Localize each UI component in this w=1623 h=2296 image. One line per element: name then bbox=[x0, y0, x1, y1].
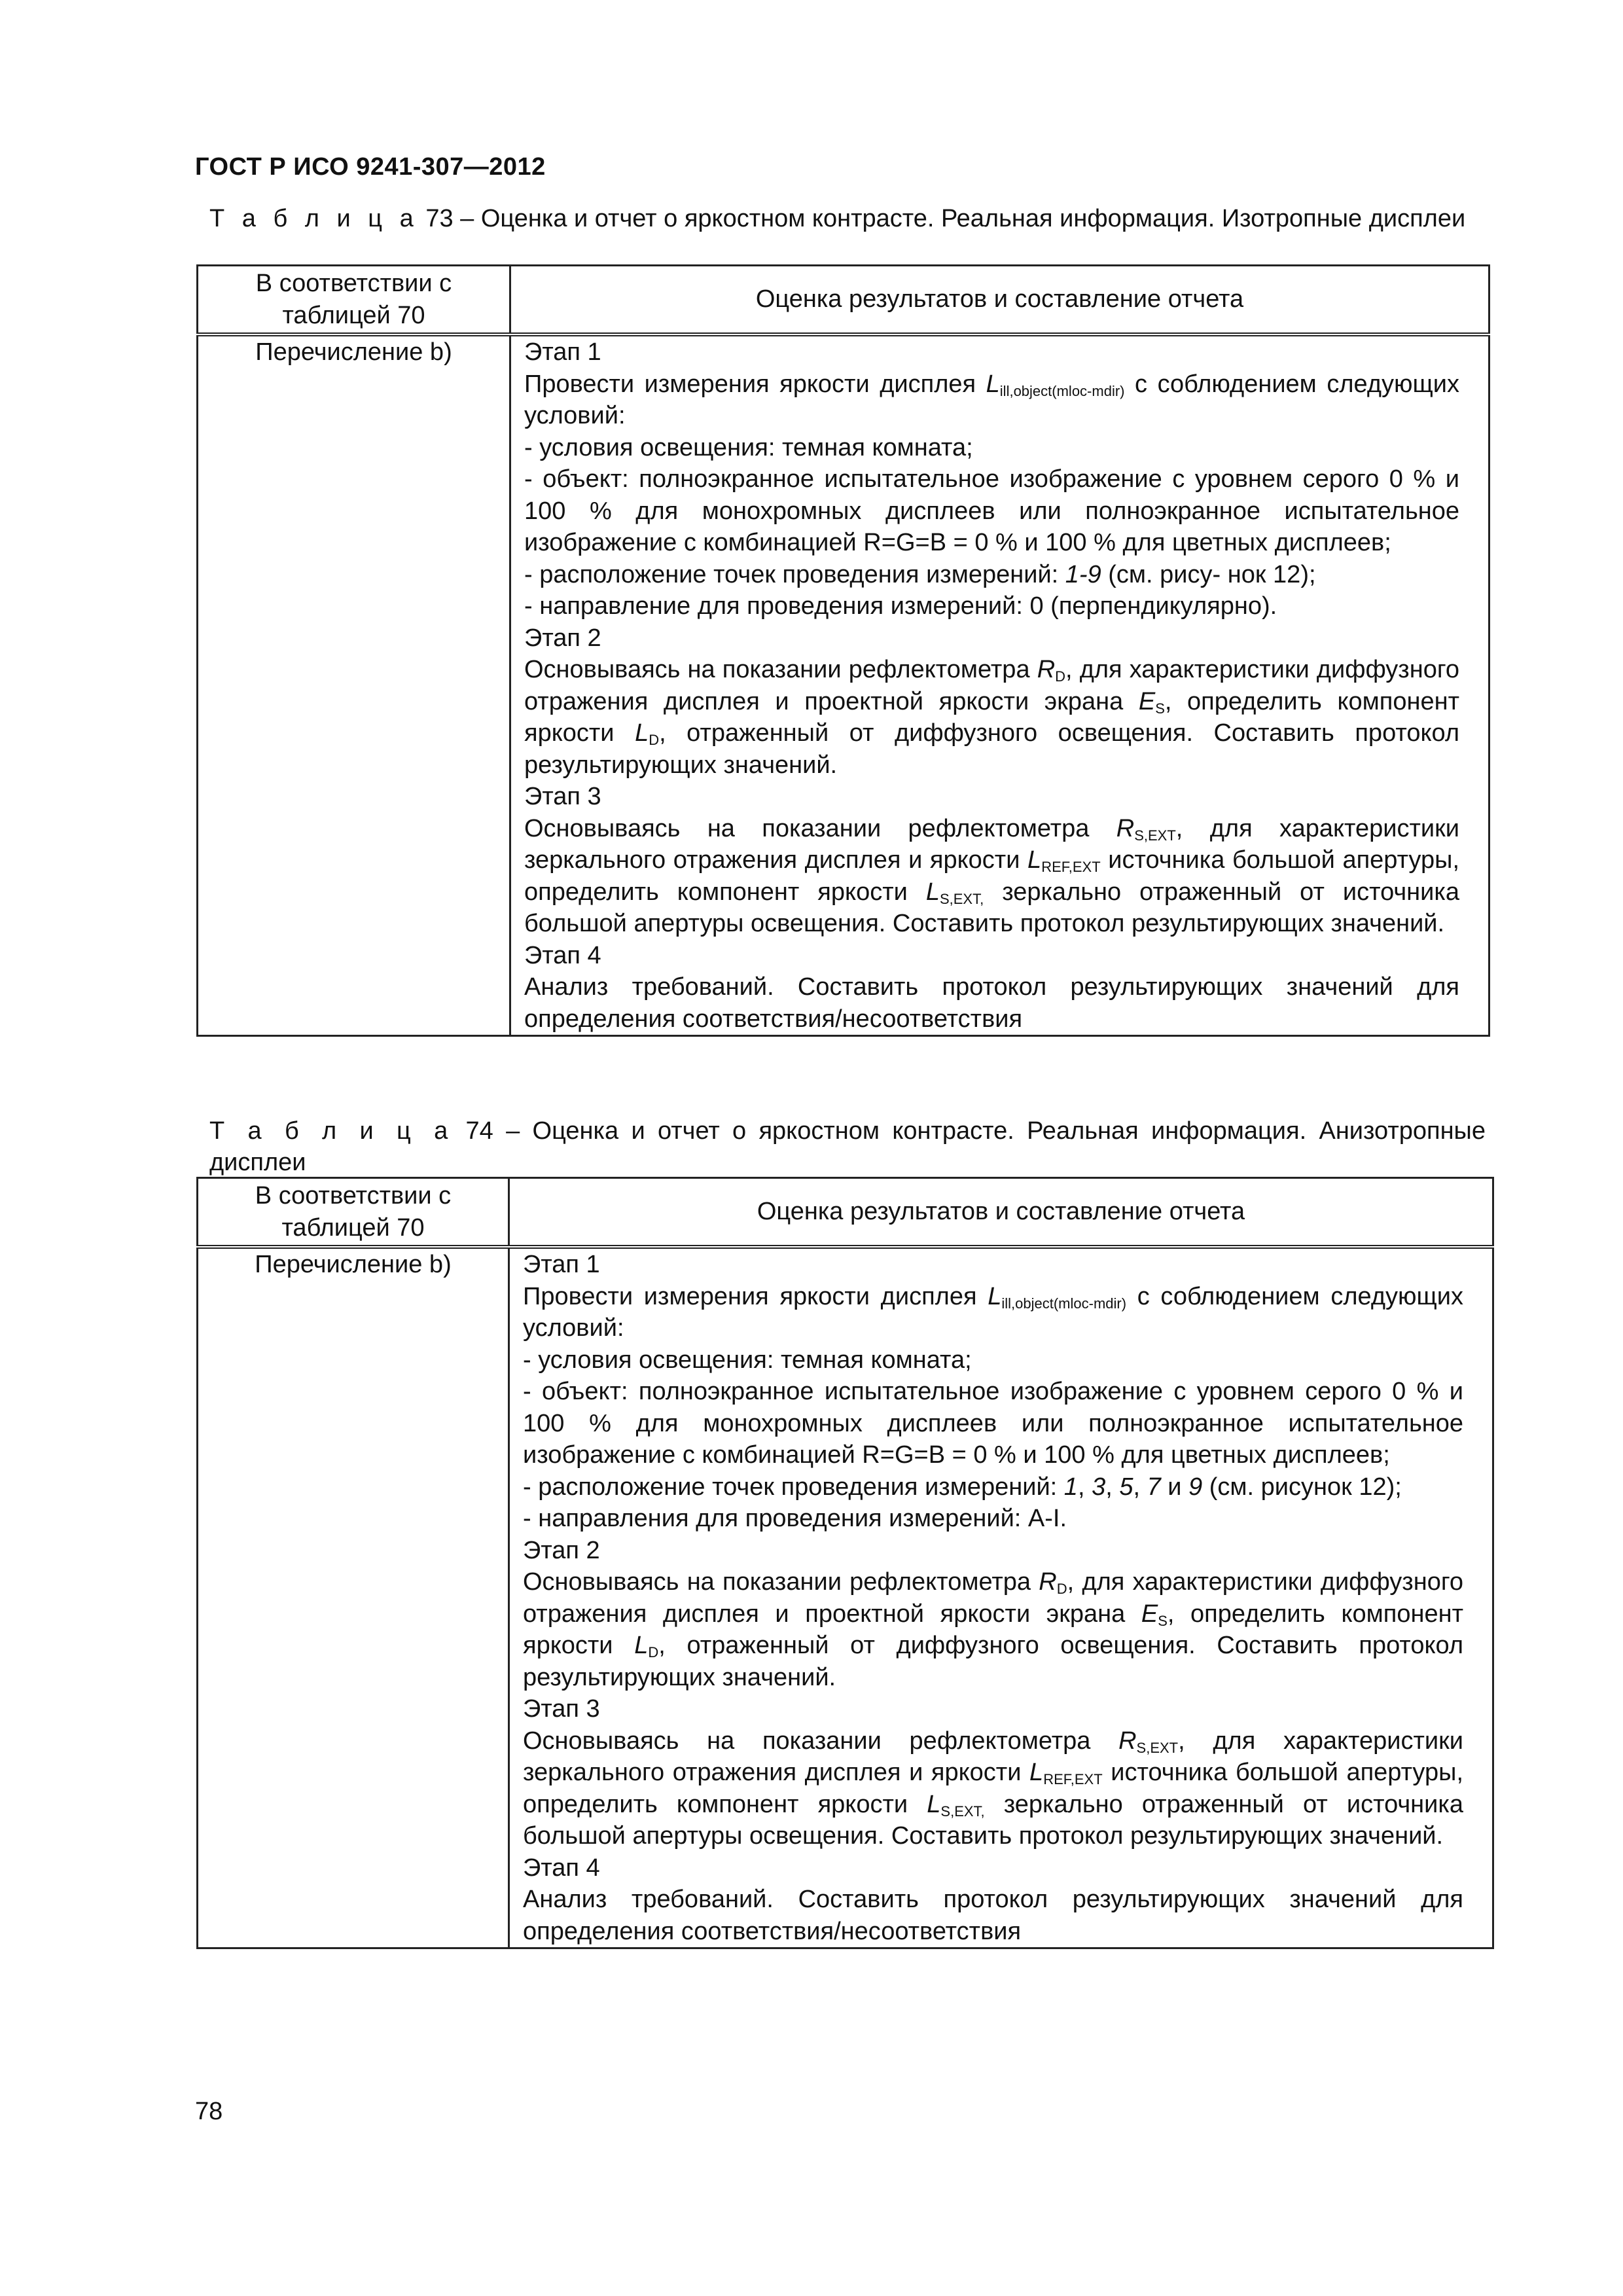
luminance-symbol: L bbox=[927, 1790, 941, 1818]
step-1-bullet-lighting: - условия освещения: темная комната; bbox=[524, 433, 973, 461]
step-1-bullet-lighting: - условия освещения: темная комната; bbox=[523, 1346, 972, 1374]
table-73-steps-cell bbox=[510, 334, 1489, 1036]
step-1-paragraph bbox=[523, 1281, 1463, 1344]
step-2-paragraph bbox=[523, 1566, 1463, 1693]
reflectance-symbol: R bbox=[1116, 814, 1135, 842]
text: Провести измерения яркости дисплея bbox=[524, 370, 986, 398]
subscript: S,EXT, bbox=[939, 890, 984, 907]
luminance-symbol: L bbox=[634, 1632, 649, 1659]
text: Провести измерения яркости дисплея bbox=[523, 1282, 988, 1310]
table-74-col1-header: В соответствии с таблицей 70 bbox=[198, 1178, 509, 1247]
text: , определить компонент яркости bbox=[523, 1600, 1463, 1659]
table-73-caption bbox=[209, 203, 1486, 234]
step-3-paragraph bbox=[524, 813, 1459, 940]
subscript: S,EXT bbox=[1136, 1739, 1179, 1756]
text: зеркально отраженный от источника большой апертуры освещения. Составить протокол результирующих значений. bbox=[524, 878, 1459, 937]
step-4-title: Этап 4 bbox=[523, 1854, 600, 1882]
illuminance-symbol: E bbox=[1141, 1600, 1158, 1628]
text: , отраженный от диффузного освещения. Составить протокол результирующих значений. bbox=[523, 1632, 1464, 1691]
luminance-symbol: L bbox=[635, 719, 649, 747]
table-74-steps-cell bbox=[509, 1247, 1493, 1948]
illuminance-symbol: E bbox=[1138, 687, 1156, 715]
table-73-caption-text: 73 – Оценка и отчет о яркостном контрасте. Реальная информация. Изотропные дисплеи bbox=[425, 205, 1466, 232]
text: , определить компонент яркости bbox=[524, 687, 1459, 747]
subscript: REF,EXT bbox=[1041, 859, 1101, 875]
subscript: D bbox=[648, 1644, 659, 1660]
luminance-symbol: L bbox=[1027, 846, 1042, 874]
point-number: 7 bbox=[1147, 1473, 1161, 1501]
table-73-row-label: Перечисление b) bbox=[198, 334, 510, 1036]
table-73 bbox=[196, 264, 1490, 1037]
step-3-paragraph bbox=[523, 1725, 1463, 1852]
step-1-title: Этап 1 bbox=[524, 338, 601, 366]
page-number: 78 bbox=[195, 2098, 223, 2125]
text: , для характеристики зеркального отражения дисплея и яркости bbox=[523, 1727, 1463, 1786]
text: источника большой апертуры, определить компонент яркости bbox=[523, 1759, 1463, 1818]
table-73-col1-header: В соответствии с таблицей 70 bbox=[198, 266, 510, 335]
text: , для характеристики диффузного отражения дисплея и проектной яркости экрана bbox=[523, 1568, 1463, 1628]
text: (см. рисунок 12); bbox=[1202, 1473, 1402, 1501]
text: (см. рису- нок 12); bbox=[1101, 560, 1316, 588]
luminance-symbol: L bbox=[986, 370, 1000, 398]
step-2-title: Этап 2 bbox=[523, 1536, 600, 1564]
step-1-paragraph bbox=[524, 368, 1459, 432]
text: с соблюдением следующих условий: bbox=[524, 370, 1459, 429]
luminance-symbol: L bbox=[1029, 1759, 1044, 1786]
step-4-paragraph: Анализ требований. Составить протокол результирующих значений для определения соответствия/несоответствия bbox=[524, 973, 1459, 1033]
table-74 bbox=[196, 1177, 1494, 1949]
step-1-bullet-object: - объект: полноэкранное испытательное изображение с уровнем серого 0 % и 100 % для монохромных дисплеев или полноэкранное испытательное изображение с комбинацией R=G=B = 0 % и 100 % для цветных дисплеев; bbox=[524, 465, 1459, 556]
step-1-bullet-direction: - направление для проведения измерений: 0 (перпендикулярно). bbox=[524, 592, 1277, 620]
points-range: 1-9 bbox=[1065, 560, 1101, 588]
text: , для характеристики зеркального отражения дисплея и яркости bbox=[524, 814, 1459, 874]
point-number: 1 bbox=[1063, 1473, 1078, 1501]
reflectance-symbol: R bbox=[1039, 1568, 1057, 1596]
step-3-title: Этап 3 bbox=[524, 783, 601, 810]
text: с соблюдением следующих условий: bbox=[523, 1282, 1463, 1342]
text: зеркально отраженный от источника большой апертуры освещения. Составить протокол результирующих значений. bbox=[523, 1790, 1463, 1850]
step-1-bullet-object: - объект: полноэкранное испытательное изображение с уровнем серого 0 % и 100 % для монохромных дисплеев или полноэкранное испытательное изображение с комбинацией R=G=B = 0 % и 100 % для цветных дисплеев; bbox=[523, 1378, 1463, 1469]
step-1-bullet-locations bbox=[524, 559, 1459, 591]
step-1-bullet-locations: - расположение точек проведения измерений: 1, 3, 5, 7 и 9 (см. рисунок 12); bbox=[523, 1473, 1402, 1501]
subscript: D bbox=[1056, 1581, 1067, 1597]
table-74-caption-text: 74 – Оценка и отчет о яркостном контрасте. Реальная информация. Анизотропные дисплеи bbox=[209, 1117, 1486, 1176]
table-74-col2-header: Оценка результатов и составление отчета bbox=[509, 1178, 1493, 1247]
text: Основываясь на показании рефлектометра bbox=[524, 814, 1116, 842]
table-74-caption bbox=[209, 1115, 1486, 1178]
luminance-symbol: L bbox=[988, 1282, 1002, 1310]
text: Основываясь на показании рефлектометра bbox=[523, 1727, 1119, 1755]
reflectance-symbol: R bbox=[1118, 1727, 1137, 1755]
luminance-symbol: L bbox=[925, 878, 940, 906]
subscript: ill,object(mloc-mdir) bbox=[1001, 1295, 1127, 1312]
step-1-title: Этап 1 bbox=[523, 1251, 600, 1278]
table-73-col2-header: Оценка результатов и составление отчета bbox=[510, 266, 1489, 335]
table-word: Т а б л и ц а bbox=[209, 205, 419, 232]
subscript: S bbox=[1158, 1612, 1168, 1629]
step-2-title: Этап 2 bbox=[524, 624, 601, 652]
text: - расположение точек проведения измерений: bbox=[523, 1473, 1064, 1501]
table-74-row-label: Перечисление b) bbox=[198, 1247, 509, 1948]
step-4-title: Этап 4 bbox=[524, 941, 601, 969]
text: - расположение точек проведения измерений: bbox=[524, 560, 1065, 588]
text: Основываясь на показании рефлектометра bbox=[524, 656, 1037, 683]
subscript: S,EXT, bbox=[940, 1803, 985, 1820]
table-word: Т а б л и ц а bbox=[209, 1117, 454, 1145]
point-number: 3 bbox=[1092, 1473, 1106, 1501]
subscript: REF,EXT bbox=[1043, 1771, 1103, 1787]
subscript: D bbox=[649, 732, 660, 748]
subscript: D bbox=[1055, 668, 1066, 685]
step-2-paragraph bbox=[524, 654, 1459, 781]
document-code: ГОСТ Р ИСО 9241-307—2012 bbox=[195, 153, 546, 181]
point-number: 5 bbox=[1119, 1473, 1133, 1501]
step-3-title: Этап 3 bbox=[523, 1695, 600, 1723]
reflectance-symbol: R bbox=[1037, 656, 1056, 683]
subscript: ill,object(mloc-mdir) bbox=[999, 382, 1125, 399]
point-number: 9 bbox=[1188, 1473, 1203, 1501]
subscript: S,EXT bbox=[1134, 827, 1176, 844]
text: , отраженный от диффузного освещения. Составить протокол результирующих значений. bbox=[524, 719, 1460, 779]
step-4-paragraph: Анализ требований. Составить протокол результирующих значений для определения соответствия/несоответствия bbox=[523, 1886, 1463, 1945]
text: Основываясь на показании рефлектометра bbox=[523, 1568, 1039, 1596]
subscript: S bbox=[1155, 700, 1165, 717]
step-1-bullet-direction: - направления для проведения измерений: A-I. bbox=[523, 1505, 1067, 1532]
text: , для характеристики диффузного отражения дисплея и проектной яркости экрана bbox=[524, 656, 1459, 715]
text: источника большой апертуры, определить компонент яркости bbox=[524, 846, 1459, 906]
